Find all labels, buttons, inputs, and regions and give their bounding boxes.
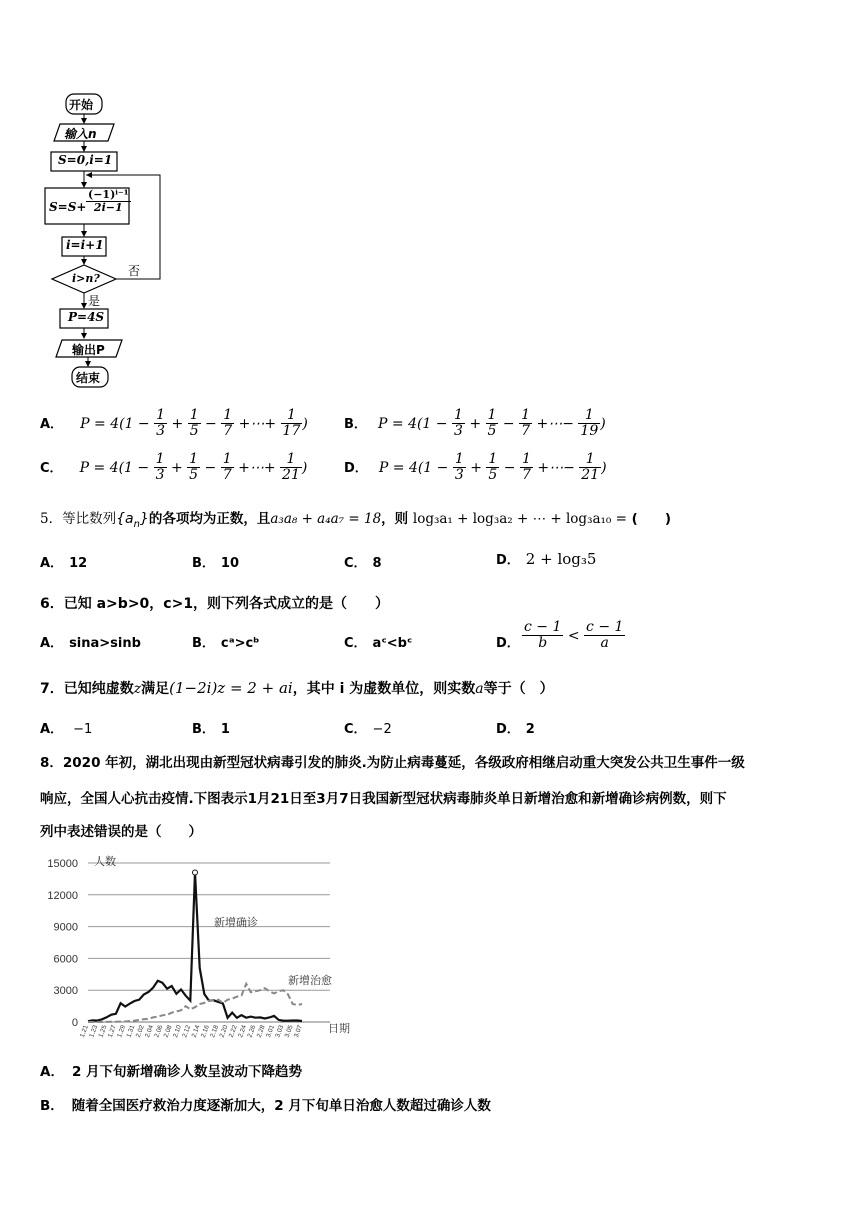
- q6-option-d-formula: $\frac{c - 1}{b}$ < $\frac{c - 1}{a}$: [524, 619, 624, 652]
- y-axis-label: 人数: [94, 855, 116, 868]
- q5-bracket: ( ): [631, 511, 671, 527]
- q5-option-b: B． 10: [192, 556, 240, 571]
- flow-yes-label: 是: [88, 294, 101, 308]
- option-label: C．: [40, 460, 63, 476]
- x-tick-label: 3.07: [292, 1024, 304, 1039]
- flow-assign-text: P=4S: [68, 310, 105, 324]
- x-tick-label: 2.08: [162, 1024, 174, 1039]
- y-tick-label: 3000: [53, 985, 78, 998]
- x-tick-label: 1.29: [116, 1024, 128, 1039]
- q8-option-b: B． 随着全国医疗救治力度逐渐加大，2 月下旬单日治愈人数超过确诊人数: [40, 1098, 491, 1114]
- flowchart: [40, 90, 180, 390]
- q4-c-last: 21: [282, 467, 300, 484]
- q7-option-b: B． 1: [192, 722, 230, 737]
- q4-b-op: +⋯−: [536, 415, 574, 432]
- q5-option-d: D． 2 + log₃5: [496, 550, 597, 568]
- q4-c-op: +⋯+: [238, 459, 276, 476]
- q5-seq: $\{a_n\}$: [116, 511, 149, 530]
- q4-option-b: [344, 408, 606, 440]
- q8-line2: 响应，全国人心抗击疫情.下图表示1月21日至3月7日我国新型冠状病毒肺炎单日新增治愈和新增确诊病例数，则下: [40, 791, 727, 807]
- q8-line1: 8．2020 年初，湖北出现由新型冠状病毒引发的肺炎.为防止病毒蔓延，各级政府相继启动重大突发公共卫生事件一级: [40, 755, 745, 771]
- q5-mid: 的各项均为正数，且: [148, 511, 271, 527]
- q6-option-a: A． sina>sinb: [40, 636, 141, 651]
- q4-option-a: [40, 408, 308, 440]
- q7-option-c: C． −2: [344, 722, 392, 737]
- q7-option-d: D． 2: [496, 722, 535, 737]
- q4-d-last: 21: [581, 467, 600, 484]
- q5-option-a: A． 12: [40, 556, 88, 571]
- x-tick-label: 2.20: [218, 1024, 230, 1039]
- q6-stem: 6．已知 a>b>0，c>1，则下列各式成立的是（ ）: [40, 596, 390, 612]
- q5-stem: [40, 507, 671, 530]
- q5-prefix: 5．等比数列: [40, 511, 117, 527]
- q4-b-last: 19: [580, 423, 599, 440]
- q6-option-b: B． cᵃ>cᵇ: [192, 636, 260, 651]
- x-tick-label: 2.12: [181, 1024, 193, 1039]
- y-tick-label: 9000: [53, 921, 78, 934]
- q7-options: [40, 718, 640, 740]
- q4-d-op: +⋯−: [537, 459, 575, 476]
- q7-option-a: A． −1: [40, 722, 93, 737]
- x-tick-label: 2.06: [153, 1024, 165, 1039]
- annotation-confirmed: 新增确诊: [214, 916, 258, 929]
- q6-option-c: C． aᶜ<bᶜ: [344, 636, 413, 651]
- x-tick-label: 1.21: [78, 1024, 90, 1039]
- x-tick-label: 2.24: [237, 1024, 249, 1039]
- flow-output-text: 输出P: [72, 343, 105, 357]
- flow-input-text: 输入n: [64, 127, 97, 141]
- q8-option-a: A． 2 月下旬新增确诊人数呈波动下降趋势: [40, 1064, 303, 1080]
- x-tick-label: 2.18: [209, 1024, 221, 1039]
- y-tick-label: 0: [71, 1017, 78, 1029]
- y-tick-label: 6000: [53, 953, 78, 966]
- flow-end-text: 结束: [76, 371, 101, 385]
- flowchart-svg: [40, 90, 180, 390]
- x-tick-label: 3.05: [283, 1024, 295, 1039]
- q5-expr: log₃a₁ + log₃a₂ + ⋯ + log₃a₁₀ =: [412, 511, 627, 527]
- x-tick-label: 2.16: [199, 1024, 211, 1039]
- x-tick-label: 2.26: [246, 1024, 258, 1039]
- q7-stem-b: 满足: [141, 681, 170, 697]
- q7-stem: 7．已知纯虚数z满足(1−2i)z = 2 + ai，其中 i 为虚数单位，则实数a等于（ ）: [40, 679, 554, 697]
- option-label: B．: [344, 416, 367, 432]
- q5-after: ，则: [381, 511, 409, 527]
- x-tick-label: 3.01: [265, 1024, 276, 1039]
- q4-a-formula: P = 4(1 − $\frac{1}{3}$ + $\frac{1}{5}$ − $\frac{1}{7}$ +⋯+ $\frac{1}{17}$ ): [80, 407, 308, 440]
- q5-options: [40, 552, 640, 574]
- flow-update-den: 2i−1: [93, 201, 123, 215]
- flow-update-lhs: S=S+: [49, 200, 87, 214]
- x-tick-label: 2.14: [190, 1024, 202, 1039]
- q4-a-op: +⋯+: [238, 415, 277, 432]
- q6-options: [40, 620, 660, 666]
- q8-line3: 列中表述错误的是（ ）: [40, 824, 202, 840]
- option-label: D．: [344, 460, 368, 476]
- annotation-cured: 新增治愈: [288, 974, 332, 987]
- chart-svg: [40, 848, 360, 1043]
- flow-increment-text: i=i+1: [66, 238, 104, 252]
- x-tick-label: 1.23: [88, 1024, 100, 1039]
- flow-update-frac: [86, 189, 131, 214]
- q7-eq: (1−2i)z = 2 + ai: [169, 679, 293, 697]
- peak-point: [193, 870, 198, 875]
- flow-start-text: 开始: [69, 98, 94, 112]
- x-tick-label: 2.28: [255, 1024, 267, 1039]
- flow-condition-text: i>n?: [72, 272, 100, 285]
- q4-option-d: [344, 452, 607, 484]
- flow-init-text: S=0,i=1: [58, 153, 113, 167]
- x-tick-label: 2.10: [172, 1024, 183, 1039]
- x-tick-label: 2.04: [144, 1024, 156, 1039]
- q7-stem-d: 等于（ ）: [483, 681, 554, 697]
- x-tick-label: 1.27: [106, 1024, 118, 1039]
- option-label: A．: [40, 416, 64, 432]
- q4-d-formula: P = 4(1 − $\frac{1}{3}$ + $\frac{1}{5}$ − $\frac{1}{7}$ +⋯− $\frac{1}{21}$ ): [378, 451, 607, 484]
- q4-c-formula: P = 4(1 − $\frac{1}{3}$ + $\frac{1}{5}$ − $\frac{1}{7}$ +⋯+ $\frac{1}{21}$ ): [79, 451, 308, 484]
- flow-update-num: (−1)ⁱ⁻¹: [88, 188, 129, 201]
- q6-option-d: D．: [496, 636, 520, 651]
- q7-stem-c: ，其中 i 为虚数单位，则实数: [292, 681, 476, 697]
- covid-chart: [40, 848, 360, 1043]
- q4-option-c: [40, 452, 307, 484]
- q5-option-c: C． 8: [344, 556, 382, 571]
- x-tick-label: 1.31: [125, 1024, 137, 1039]
- y-tick-label: 15000: [47, 858, 78, 870]
- y-tick-label: 12000: [47, 889, 78, 902]
- q4-a-last: 17: [282, 423, 301, 440]
- x-tick-label: 1.25: [97, 1024, 109, 1039]
- q4-b-formula: P = 4(1 − $\frac{1}{3}$ + $\frac{1}{5}$ − $\frac{1}{7}$ +⋯− $\frac{1}{19}$ ): [378, 407, 606, 440]
- flow-no-label: 否: [128, 264, 141, 278]
- x-axis-label: 日期: [328, 1022, 350, 1035]
- x-tick-label: 2.02: [134, 1024, 146, 1039]
- q7-stem-a: 7．已知纯虚数: [40, 681, 134, 697]
- x-tick-label: 2.22: [227, 1024, 239, 1039]
- x-tick-label: 3.03: [274, 1024, 286, 1039]
- q5-cond: a₃a₈ + a₄a₇ = 18: [270, 511, 382, 527]
